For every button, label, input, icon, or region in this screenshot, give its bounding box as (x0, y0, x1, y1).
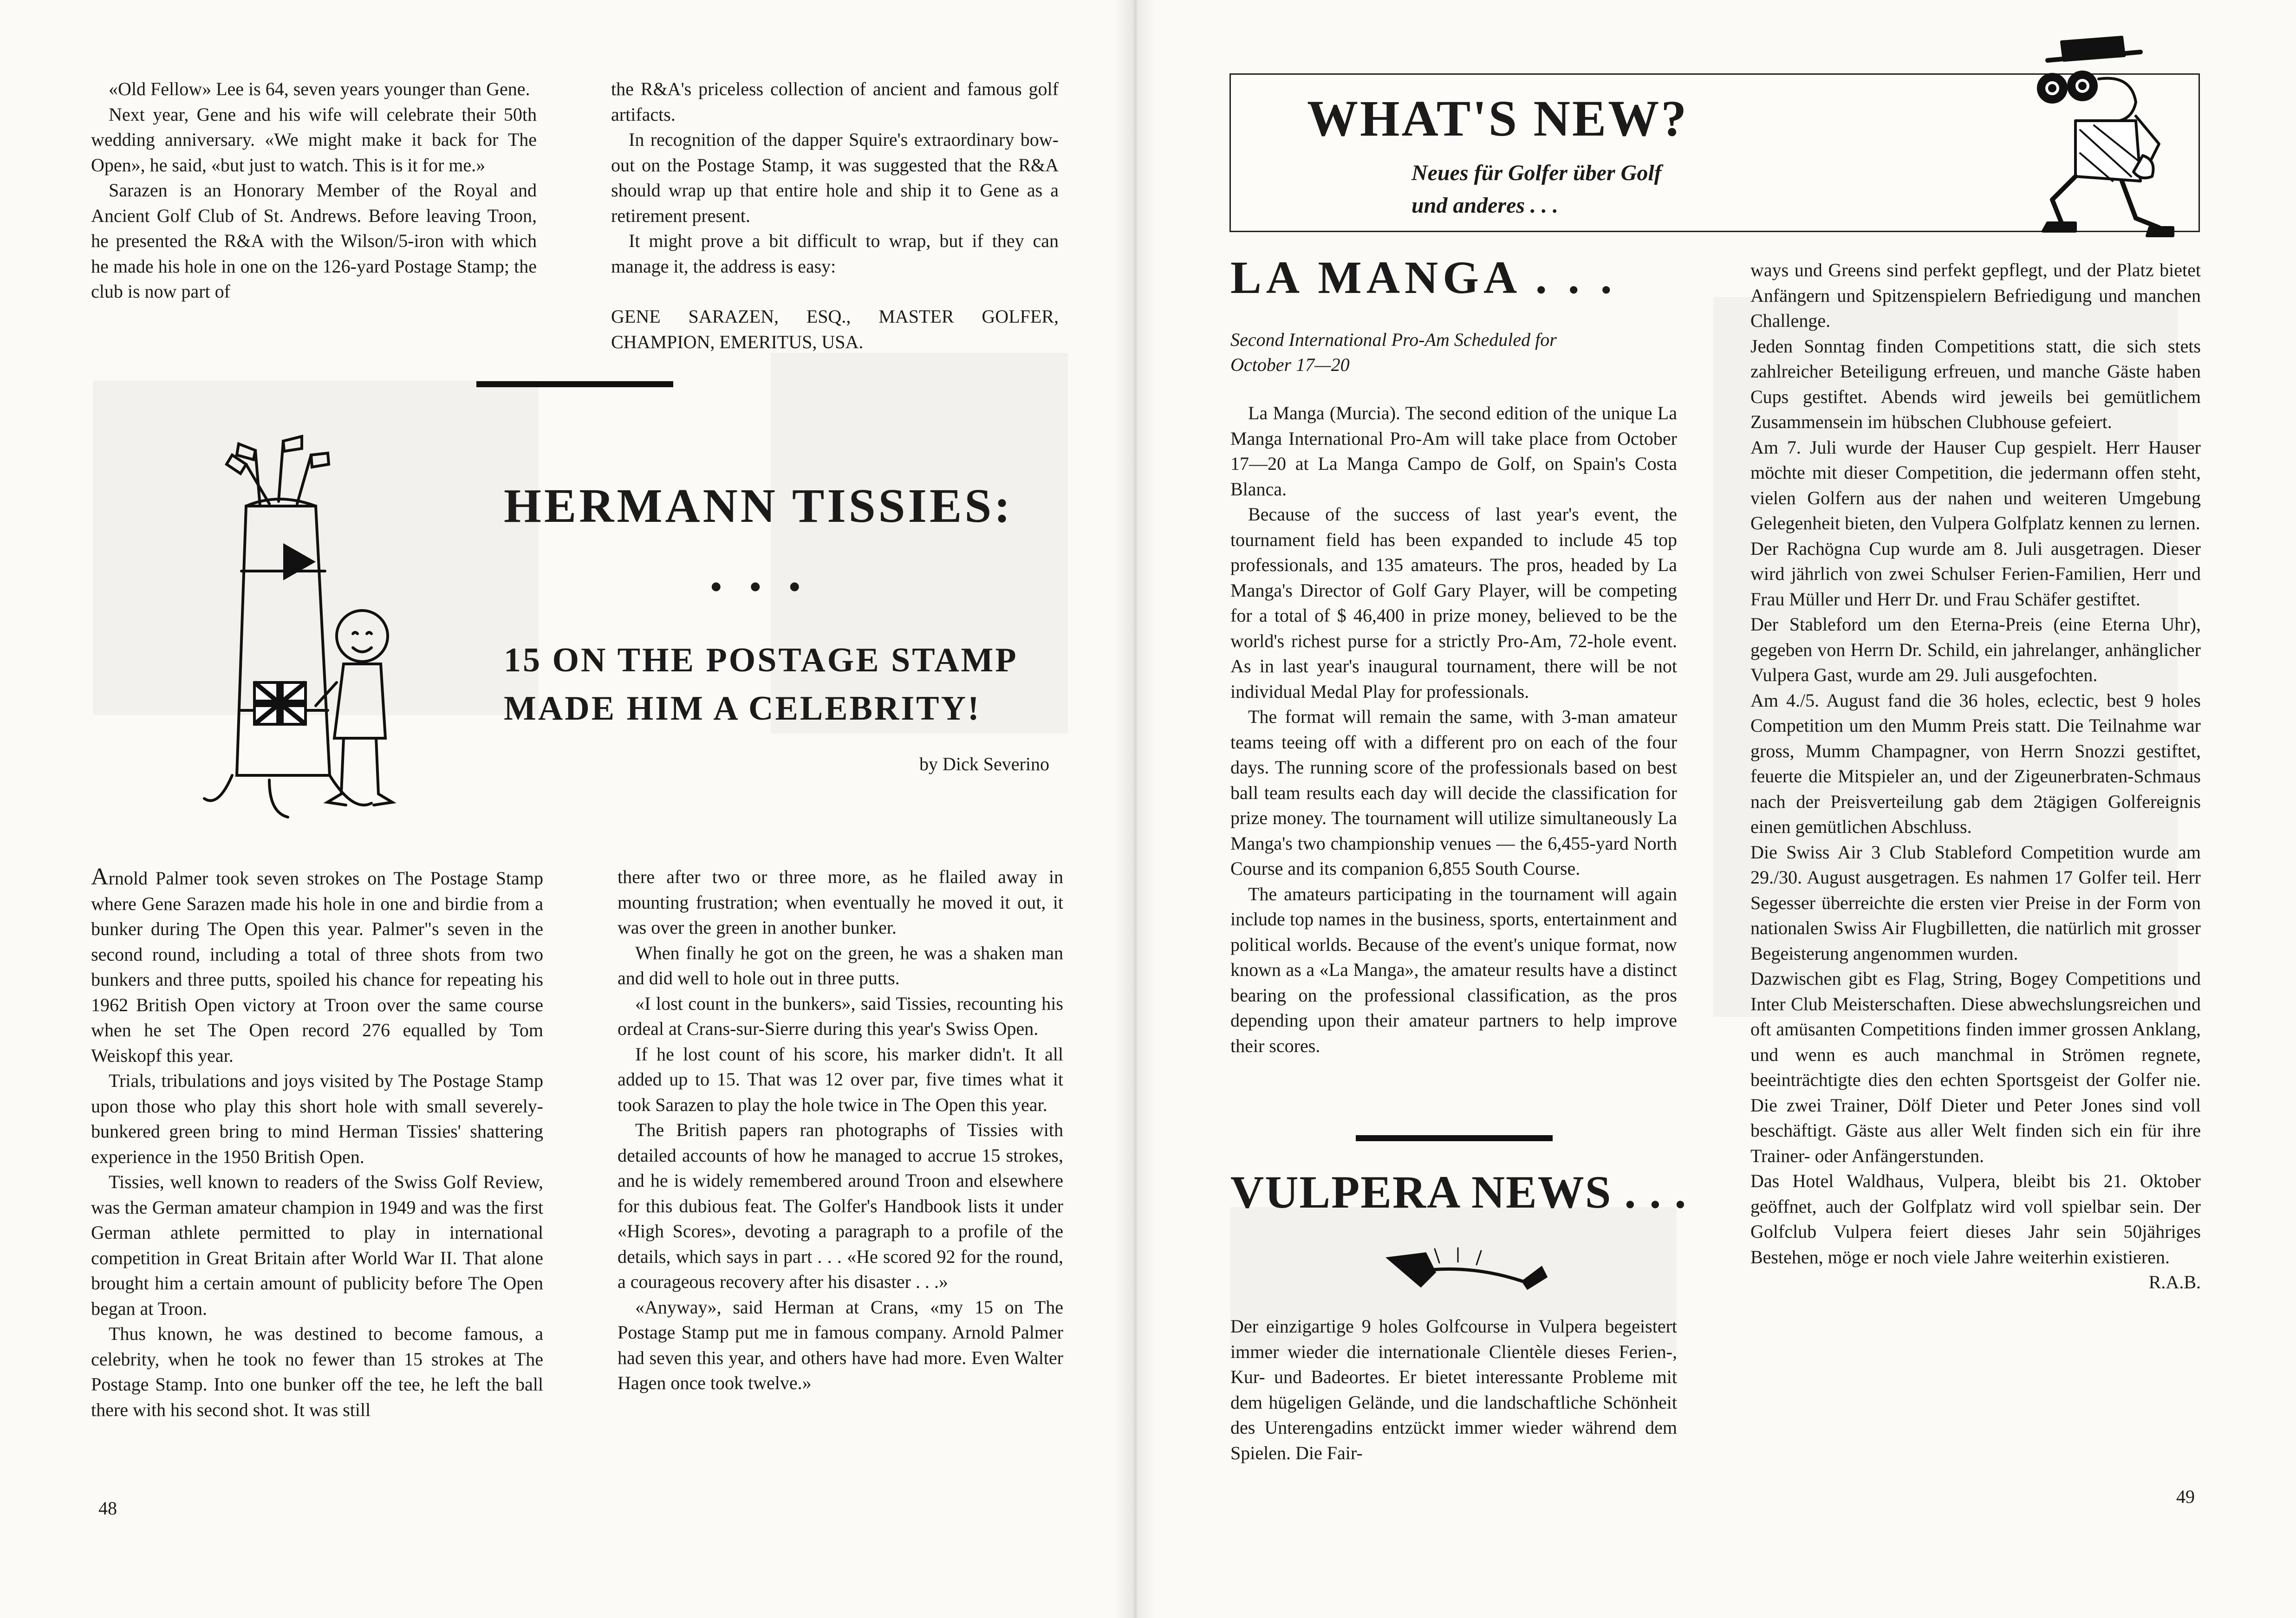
byline: by Dick Severino (919, 754, 1049, 774)
article-headline: HERMANN TISSIES: (504, 479, 1013, 533)
paragraph: In recognition of the dapper Squire's extraordinary bow-out on the Postage Stamp, it was suggested that the R&A should wrap up that entire hole and ship it to Gene as a retirement present. (611, 129, 1059, 226)
section-divider (476, 381, 673, 387)
flying-golf-club-illustration-icon (1384, 1244, 1551, 1300)
la-manga-column (1230, 401, 1677, 1059)
vulpera-news-headline: VULPERA NEWS . . . (1230, 1166, 1687, 1218)
paragraph: Die Swiss Air 3 Club Stableford Competition wurde am 29./30. August ausgetragen. Es nahmen 17 Golfer teil. Herr Segesser überreichte die ersten vier Preise in der Form von nationalen Swiss Air Flugbilletten, die natürlich mit grosser Begeisterung angenommen wurden. (1750, 841, 2201, 964)
la-manga-subtitle: Second International Pro-Am Scheduled for October 17—20 (1230, 329, 1557, 375)
address: GENE SARAZEN, ESQ., MASTER GOLFER, CHAMPION, EMERITUS, USA. (611, 306, 1059, 352)
paragraph: Tissies, well known to readers of the Swiss Golf Review, was the German amateur champion in 1949 and was the first German athlete permitted to play in international competition in Great Britain after World War II. That alone brought him a certain amount of publicity before The Open began at Troon. (91, 1171, 543, 1319)
paragraph: Arnold Palmer took seven strokes on The Postage Stamp where Gene Sarazen made his hole in one and birdie from a bunker during The Open this year. Palmer"s seven in the second round, including a total of three shots from two bunkers and three putts, spoiled his chance for repeating his 1962 British Open victory at Troon over the same course when he set The Open record 276 equalled by Tom Weiskopf this year. (91, 864, 543, 1066)
page-number: 49 (2176, 1486, 2195, 1507)
paragraph: When finally he got on the green, he was a shaken man and did well to hole out in three putts. (618, 942, 1063, 988)
paragraph: ways und Greens sind perfekt gepflegt, und der Platz bietet Anfängern und Spitzenspielern Befriedigung und manchen Challenge. (1750, 260, 2201, 331)
paragraph: Der Stableford um den Eterna-Preis (eine Eterna Uhr), gegeben von Herrn Dr. Schild, ein jahrelanger, anhänglicher Vulpera Gast, wurde am 29. Juli ausgefochten. (1750, 614, 2201, 685)
paragraph: the R&A's priceless collection of ancient and famous golf artifacts. (611, 78, 1059, 125)
left-page (0, 0, 1133, 1618)
article-column-1 (91, 864, 543, 1423)
paragraph: The amateurs participating in the tournament will again include top names in the business, sports, entertainment and political worlds. Because of the event's unique format, now known as a «La Manga», the amateur results have a distinct bearing on the professional classification, as the pros depending upon their amateur partners to help improve their scores. (1230, 883, 1677, 1056)
paragraph: It might prove a bit difficult to wrap, but if they can manage it, the address is easy: (611, 230, 1059, 277)
paragraph: The British papers ran photographs of Tissies with detailed accounts of how he managed to accrue 15 strokes, and he is widely remembered around Troon and elsewhere for this dubious feat. The Golfer's Handbook lists it under «High Scores», devoting a paragraph to a profile of the details, which says in part . . . «He scored 92 for the round, a courageous recovery after his disaster . . .» (618, 1119, 1063, 1292)
paragraph: Because of the success of last year's event, the tournament field has been expanded to include 45 top professionals, and 135 amateurs. The pros, headed by La Manga's Director of Golf Gary Player, will be competing for a total of $ 46,400 in prize money, believed to be the world's richest purse for a strictly Pro-Am, 72-hole event. As in last year's inaugural tournament, there will be not individual Medal Play for professionals. (1230, 504, 1677, 702)
vulpera-column-2 (1750, 258, 2201, 1295)
paragraph: «Anyway», said Herman at Crans, «my 15 on The Postage Stamp put me in famous company. Arnold Palmer had seven this year, and others have had more. Even Walter Hagen once took twelve.» (618, 1296, 1063, 1393)
intro-column-1 (91, 77, 537, 305)
paragraph: Dazwischen gibt es Flag, String, Bogey Competitions und Inter Club Meisterschaften. Diese abwechslungsreichen und oft amüsanten Competitions finden immer grossen Anklang, und wenn es auch manchmal in Strömen regnete, beeinträchtigte dies den echten Sportsgeist der Golfer nie. Die zwei Trainer, Dölf Dieter und Peter Jones sind voll beschäftigt. Gäste aus aller Welt finden sich ein für ihre Trainer- oder Anfängerstunden. (1750, 968, 2201, 1166)
paragraph: «I lost count in the bunkers», said Tissies, recounting his ordeal at Crans-sur-Sierre during this year's Swiss Open. (618, 993, 1063, 1039)
article-column-2 (618, 864, 1063, 1396)
golfer-with-binoculars-illustration-icon (1983, 23, 2178, 241)
paragraph: If he lost count of his score, his marker didn't. It all added up to 15. That was 12 over par, five times what it took Sarazen to play the hole twice in The Open this year. (618, 1043, 1063, 1115)
intro-column-2 (611, 77, 1059, 355)
paragraph: La Manga (Murcia). The second edition of the unique La Manga International Pro-Am will take place from October 17—20 at La Manga Campo de Golf, on Spain's Costa Blanca. (1230, 403, 1677, 500)
decorative-dots: ••• (710, 569, 828, 605)
paragraph: Das Hotel Waldhaus, Vulpera, bleibt bis 21. Oktober geöffnet, auch der Golfplatz wird voll spielbar sein. Der Golfclub Vulpera feiert dieses Jahr sein 50jähriges Bestehen, möge er noch viele Jahre weiterhin existieren. (1750, 1170, 2201, 1267)
paragraph: Trials, tribulations and joys visited by The Postage Stamp upon those who play this short hole with small severely-bunkered green bring to mind Herman Tissies' shattering experience in the 1950 British Open. (91, 1070, 543, 1167)
whats-new-subtitle: und anderes . . . (1411, 193, 1559, 218)
paragraph: Thus known, he was destined to become famous, a celebrity, when he took no fewer than 15 strokes at The Postage Stamp. Into one bunker off the tee, he left the ball there with his second shot. It was still (91, 1323, 543, 1420)
paragraph: Jeden Sonntag finden Competitions statt, die sich stets zahlreicher Beteiligung erfreuen, und manche Gäste haben Cups gestiftet. Abends wird jeweils bei gemütlichem Zusammensein im hübschen Clubhouse gefeiert. (1750, 335, 2201, 432)
golf-bag-boy-illustration-icon (176, 422, 399, 831)
whats-new-subtitle: Neues für Golfer über Golf (1411, 161, 1662, 185)
paragraph: Sarazen is an Honorary Member of the Royal and Ancient Golf Club of St. Andrews. Before leaving Troon, he presented the R&A with the Wilson/5-iron with which he made his hole in one on the 126-yard Postage Stamp; the club is now part of (91, 180, 537, 302)
vulpera-column-1 (1230, 1314, 1677, 1466)
paragraph: Next year, Gene and his wife will celebrate their 50th wedding anniversary. «We might make it back for The Open», he said, «but just to watch. This is it for me.» (91, 104, 537, 175)
paragraph: The format will remain the same, with 3-man amateur teams teeing off with a different pro on each of the four days. The running score of the professionals based on best ball team results each day will decide the classification for prize money. The tournament will utilize simultaneously La Manga's two championship venues — the 6,455-yard North Course and its companion 6,855 South Course. (1230, 706, 1677, 879)
paragraph: Am 7. Juli wurde der Hauser Cup gespielt. Herr Hauser möchte mit dieser Competition, die jedermann offen steht, vielen Golfern aus der nahen und weiteren Umgebung Gelegenheit bieten, den Vulpera Golfplatz kennen zu lernen. (1750, 436, 2201, 533)
section-divider (1356, 1135, 1553, 1141)
article-subheadline: 15 ON THE POSTAGE STAMP MADE HIM A CELEBRITY! (504, 641, 1016, 728)
signoff: R.A.B. (2148, 1272, 2201, 1293)
paragraph: Am 4./5. August fand die 36 holes, eclectic, best 9 holes Competition um den Mumm Preis statt. Die Teilnahme war gross, Mumm Champagner, von Herrn Snozzi gestiftet, feuerte die Mitspieler an, und der Zigeunerbraten-Schmaus nach der Preisverteilung gab dem 2tägigen Golfereignis einen gemütlichen Abschluss. (1750, 689, 2201, 837)
paragraph: Der Rachögna Cup wurde am 8. Juli ausgetragen. Dieser wird jährlich von zwei Schulser Ferien-Familien, Herr und Frau Müller und Herr Dr. und Frau Schäfer gestiftet. (1750, 538, 2201, 610)
page-number: 48 (98, 1498, 117, 1519)
drop-cap: A (91, 864, 109, 890)
paragraph: Der einzigartige 9 holes Golfcourse in Vulpera begeistert immer wieder die internationale Clientèle dieses Ferien-, Kur- und Badeortes. Er bietet interessante Probleme mit dem hügeligen Gelände, und die landschaftliche Schönheit des Unterengadins entzückt immer wieder während dem Spielen. Die Fair- (1230, 1316, 1677, 1463)
la-manga-headline: LA MANGA . . . (1230, 252, 1617, 303)
whats-new-title: WHAT'S NEW? (1307, 90, 1689, 147)
paragraph: «Old Fellow» Lee is 64, seven years younger than Gene. (109, 78, 530, 99)
paragraph: there after two or three more, as he flailed away in mounting frustration; when eventually he moved it out, it was over the green in another bunker. (618, 866, 1063, 938)
